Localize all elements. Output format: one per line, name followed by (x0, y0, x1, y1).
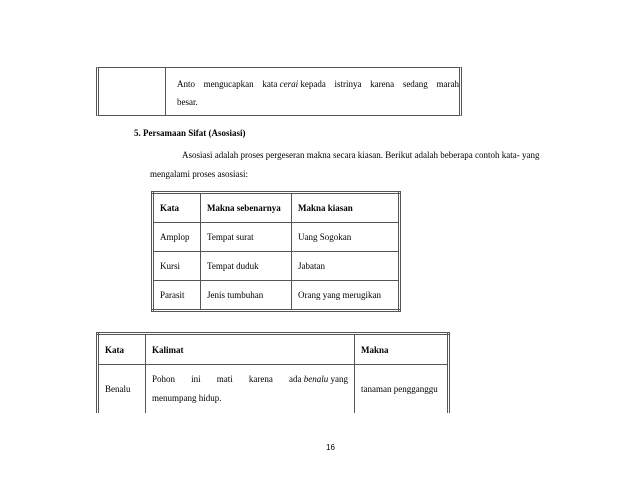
word: mengucapkan (203, 79, 254, 89)
table-row (153, 281, 400, 311)
table-cell: Amplop (153, 223, 201, 252)
header-makna-kiasan: Makna kiasan (292, 193, 400, 223)
paragraph-line-2: mengalami proses asosiasi: (150, 169, 248, 179)
word: Pohon (152, 374, 176, 384)
word: istrinya (334, 79, 362, 89)
table-cell: Jabatan (292, 252, 400, 281)
section-paragraph (150, 146, 588, 184)
header-makna: Makna (355, 334, 449, 365)
word: mati (216, 374, 233, 384)
section-heading: 5. Persamaan Sifat (Asosiasi) (134, 128, 246, 138)
table-cell: Kursi (153, 252, 201, 281)
table-header-row (98, 334, 449, 365)
word: sedang (402, 79, 428, 89)
page-number: 16 (326, 443, 335, 452)
example-sentence (177, 75, 459, 111)
table-row (153, 223, 400, 252)
table-cell: Parasit (153, 281, 201, 311)
table-cell-makna: tanaman pengganggu (355, 365, 449, 414)
table-row (98, 365, 449, 414)
header-kalimat: Kalimat (146, 334, 355, 365)
table-cell: Tempat surat (201, 223, 292, 252)
paragraph-line-1: Asosiasi adalah proses pergeseran makna secara kiasan. Berikut adalah beberapa contoh kata- yang (182, 150, 540, 160)
column-divider (165, 68, 166, 115)
kalimat-line-2: menumpang hidup. (152, 393, 222, 403)
example-table (96, 332, 450, 413)
word: kata (262, 79, 278, 89)
table-cell: Jenis tumbuhan (201, 281, 292, 311)
word: karena (370, 79, 395, 89)
word: ini (191, 374, 201, 384)
table-header-row (153, 193, 400, 223)
table-cell-kalimat (146, 365, 355, 414)
header-kata: Kata (153, 193, 201, 223)
word: marah (436, 79, 459, 89)
header-makna-sebenarnya: Makna sebenarnya (201, 193, 292, 223)
italic-word: benalu (303, 374, 329, 384)
italic-word: cerai (279, 79, 299, 89)
table-row (153, 252, 400, 281)
word: Anto (177, 79, 195, 89)
table-cell-kata: Benalu (98, 365, 146, 414)
table-cell: Tempat duduk (201, 252, 292, 281)
table-cell: Orang yang merugikan (292, 281, 400, 311)
asosiasi-table (151, 191, 401, 312)
top-table-fragment (96, 67, 462, 116)
word: kepada (300, 79, 326, 89)
header-kata: Kata (98, 334, 146, 365)
sentence-line-2: besar. (177, 97, 198, 107)
table-cell: Uang Sogokan (292, 223, 400, 252)
word: karena (248, 374, 273, 384)
word: ada (288, 374, 302, 384)
word: yang (330, 374, 348, 384)
